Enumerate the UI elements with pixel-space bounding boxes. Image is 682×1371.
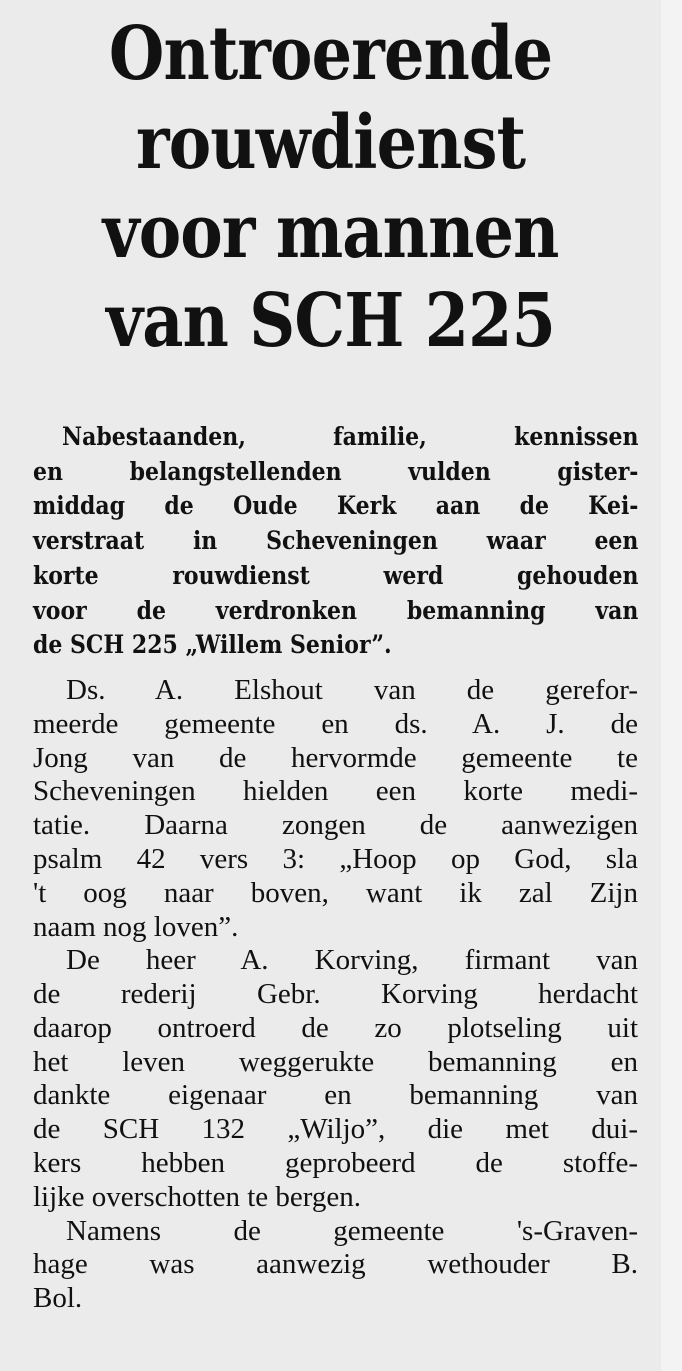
lead-line: en belangstellenden vulden gister- [33, 456, 639, 486]
text-line: Scheveningen hielden een korte medi- [33, 775, 638, 808]
headline-line: voor mannen [102, 189, 559, 275]
text-line: het leven weggerukte bemanning en [33, 1045, 638, 1078]
text-line: de rederij Gebr. Korving herdacht [33, 978, 638, 1011]
lead-line: voor de verdronken bemanning van [33, 595, 639, 625]
lead-line: Nabestaanden, familie, kennissen [62, 422, 639, 451]
paragraph-korving [33, 944, 638, 1214]
headline-line: Ontroerende [108, 11, 553, 97]
paragraph-elshout [33, 674, 638, 944]
text-line: psalm 42 vers 3: „Hoop op God, sla [33, 842, 638, 875]
article-body [33, 420, 638, 1316]
text-line: hage was aanwezig wethouder B. [33, 1248, 638, 1281]
text-line: kers hebben geprobeerd de stoffe- [33, 1147, 638, 1180]
lead-line: de SCH 225 „Willem Senior”. [33, 630, 392, 660]
text-line: naam nog loven”. [33, 910, 239, 943]
headline-line: rouwdienst [136, 100, 526, 186]
lead-paragraph [33, 420, 638, 663]
text-line: dankte eigenaar en bemanning van [33, 1079, 638, 1112]
text-line: meerde gemeente en ds. A. J. de [33, 707, 638, 740]
paper-edge [661, 0, 682, 1371]
text-line: 't oog naar boven, want ik zal Zijn [33, 876, 638, 909]
text-line: Ds. A. Elshout van de gerefor- [66, 673, 638, 706]
text-line: Namens de gemeente 's-Graven- [66, 1214, 638, 1247]
headline [46, 10, 614, 366]
text-line: tatie. Daarna zongen de aanwezigen [33, 809, 638, 842]
text-line: lijke overschotten te bergen. [33, 1180, 362, 1213]
text-line: De heer A. Korving, firmant van [66, 944, 638, 977]
text-line: Bol. [33, 1282, 83, 1315]
text-line: de SCH 132 „Wiljo”, die met dui- [33, 1113, 638, 1146]
headline-line: van SCH 225 [106, 278, 556, 364]
text-line: daarop ontroerd de zo plotseling uit [33, 1011, 638, 1044]
lead-line: korte rouwdienst werd gehouden [33, 560, 639, 590]
lead-line: middag de Oude Kerk aan de Kei- [33, 491, 639, 521]
text-line: Jong van de hervormde gemeente te [33, 741, 638, 774]
paragraph-gemeente [33, 1215, 638, 1316]
lead-line: verstraat in Scheveningen waar een [33, 526, 639, 556]
